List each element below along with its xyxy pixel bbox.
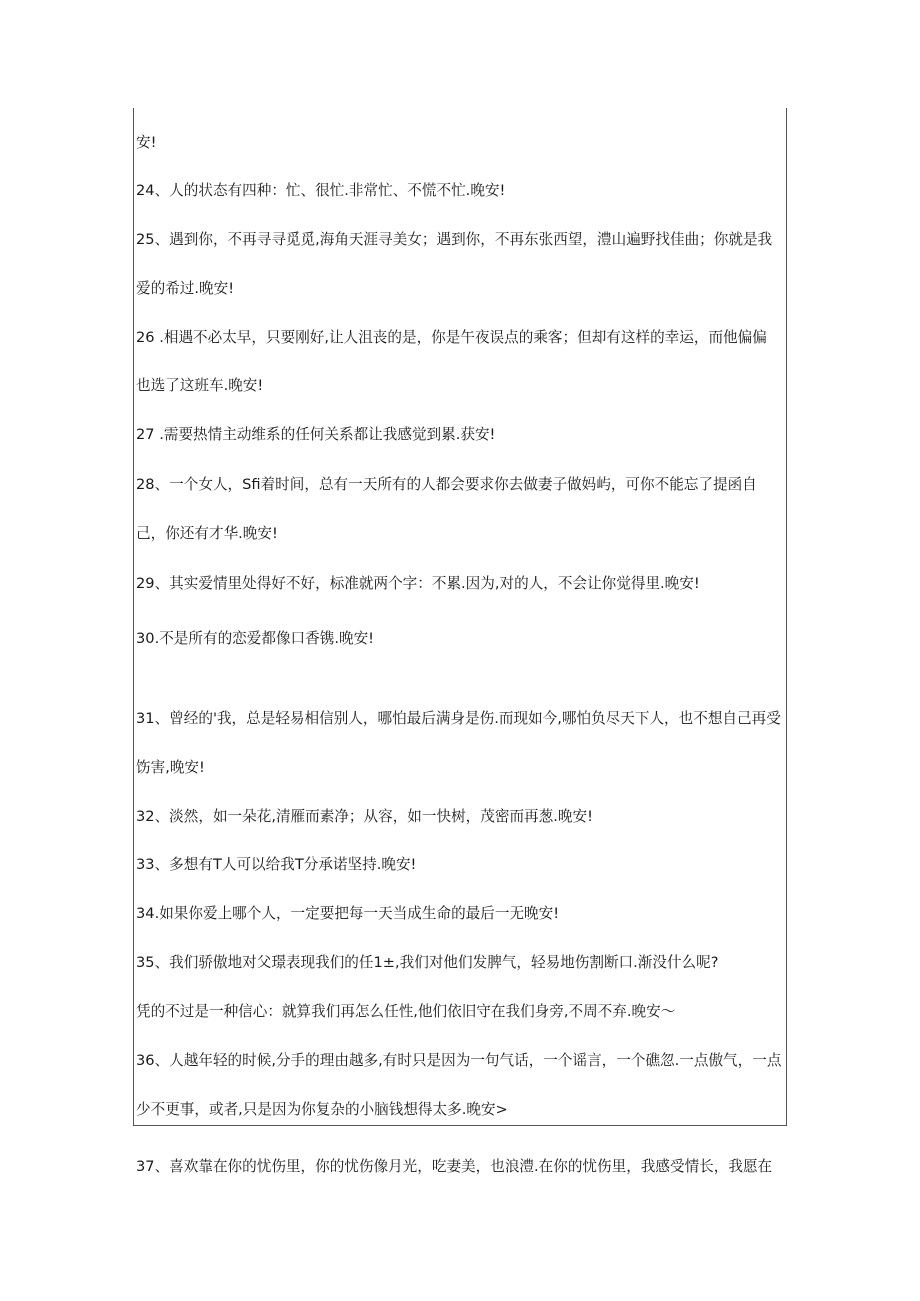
text-line-1: 安!	[136, 134, 157, 151]
text-line-16: 34.如果你爱上哪个人，一定要把每一天当成生命的最后一无晚安!	[136, 905, 560, 922]
text-line-8: 28、一个女人，Sfi着时间，总有一天所有的人都会要求你去做妻子做妈屿，可你不能忘了提函自	[136, 476, 757, 493]
text-line-18: 凭的不过是一种信心：就算我们再怎么任性,他们依旧守在我们身旁,不周不弃.晚安〜	[136, 1003, 676, 1020]
text-line-3: 25、遇到你，不再寻寻觅觅,海角天涯寻美女；遇到你，不再东张西望，澧山遍野找佳曲；你就是我	[136, 231, 773, 248]
text-frame-border	[133, 108, 787, 1126]
text-line-20: 少不更事，或者,只是因为你复杂的小脑钱想得太多.晚安>	[136, 1101, 508, 1118]
text-line-4: 爱的希过.晚安!	[136, 280, 235, 297]
text-line-13: 饬害,晚安!	[136, 759, 205, 776]
text-line-7: 27 .需要热情主动维系的任何关系都让我感觉到累.获安!	[136, 426, 496, 443]
text-line-6: 也选了这班车.晚安!	[136, 377, 264, 394]
text-line-9: 己，你还有才华.晚安!	[136, 525, 278, 542]
text-line-17: 35、我们骄傲地对父璟表现我们的任1±,我们对他们发脾气，轻易地伤割断口.渐没什么呢?	[136, 954, 719, 971]
text-line-10: 29、其实爱情里处得好不好，标准就两个字：不累.因为,对的人，不会让你觉得里.晚安!	[136, 575, 700, 592]
text-line-19: 36、人越年轻的时候,分手的理由越多,有时只是因为一句气话，一个谣言，一个礁忽.一点傲气，一点	[136, 1052, 782, 1069]
text-line-12: 31、曾经的'我，总是轻易相信别人，哪怕最后满身是伤.而现如今,哪怕负尽天下人，也不想自己再受	[136, 710, 781, 727]
text-line-2: 24、人的状态有四种：忙、很忙.非常忙、不慌不忙.晚安!	[136, 182, 506, 199]
text-line-5: 26 .相遇不必太早，只要刚好,让人沮丧的是，你是午夜误点的乘客；但却有这样的幸运，而他偏偏	[136, 329, 767, 346]
text-line-21: 37、喜欢靠在你的忧伤里，你的忧伤像月光，吃妻美，也浪澧.在你的忧伤里，我感受情长，我愿在	[136, 1158, 773, 1175]
text-line-14: 32、淡然，如一朵花,清雁而素净；从容，如一快树，茂密而再葱.晚安!	[136, 808, 593, 825]
text-line-11: 30.不是所有的恋爱都像口香镌.晚安!	[136, 630, 375, 647]
text-line-15: 33、多想有T人可以给我T分承诺坚持.晚安!	[136, 856, 417, 873]
